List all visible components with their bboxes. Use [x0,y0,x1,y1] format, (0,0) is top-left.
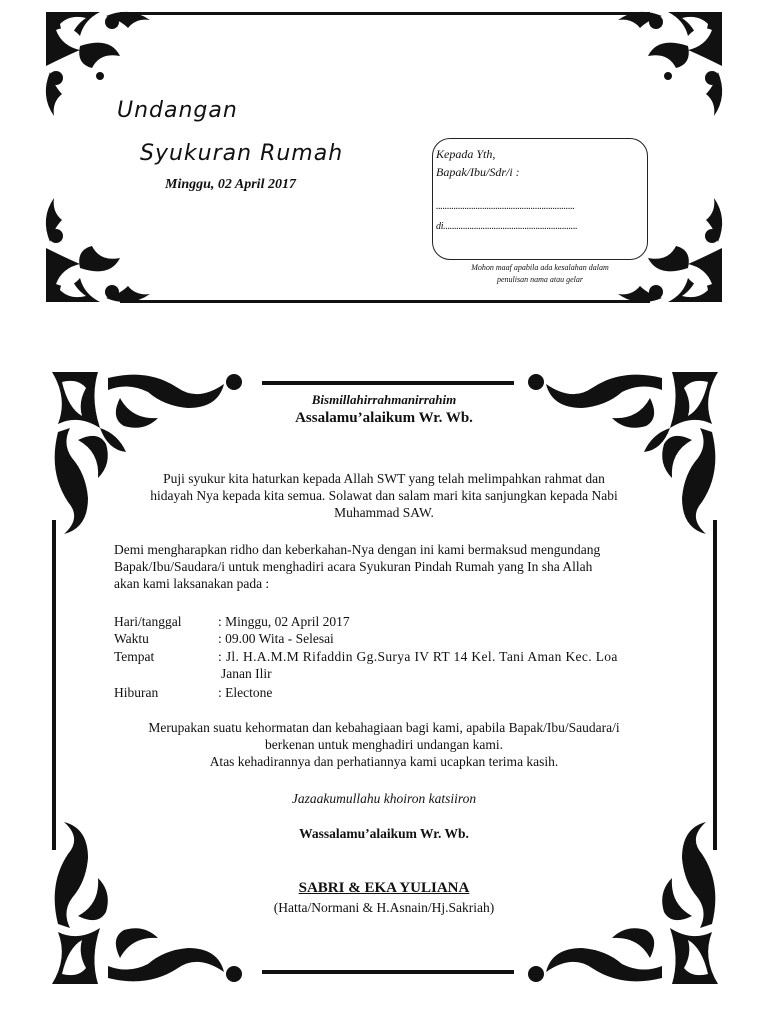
paragraph-opening [104,470,664,521]
card-corner-ornament-tr [588,6,728,146]
card-title-line1: Undangan [117,98,238,123]
card-corner-ornament-bl [40,168,180,308]
address-box [432,138,648,260]
paragraph-intent-line1: Demi mengharapkan ridho dan keberkahan-Nya dengan ini kami bermaksud mengundang [114,542,601,557]
detail-label: Waktu [114,631,149,646]
address-name-line: ............................................................... [436,201,575,212]
detail-label: Hiburan [114,685,159,700]
letter-bottom-rule [262,970,514,974]
card-title-line2: Syukuran Rumah [140,141,344,166]
host-families: (Hatta/Normani & H.Asnain/Hj.Sakriah) [273,900,495,915]
farewell: Wassalamu’alaikum Wr. Wb. [299,826,469,841]
address-recipient-label: Bapak/Ibu/Sdr/i : [436,165,520,179]
paragraph-intent [114,541,659,592]
host-names: SABRI & EKA YULIANA [298,880,470,896]
paragraph-opening-line3: Muhammad SAW. [334,505,434,520]
paragraph-opening-line2: hidayah Nya kepada kita semua. Solawat dan salam mari kita sanjungkan kepada Nabi [150,488,618,503]
paragraph-closing-line3: Atas kehadirannya dan perhatiannya kami ucapkan terima kasih. [209,754,559,769]
letter-top-rule [262,381,514,385]
bismillah: Bismillahirrahmanirrahim [311,392,457,407]
card-top-rule [120,12,650,15]
paragraph-closing-line1: Merupakan suatu kehormatan dan kebahagiaan bagi kami, apabila Bapak/Ibu/Saudara/i [148,720,620,735]
address-to-label: Kepada Yth, [436,147,496,161]
detail-label: Hari/tanggal [114,614,182,629]
detail-value: : 09.00 Wita - Selesai [218,631,334,646]
card-corner-ornament-tl [40,6,180,146]
paragraph-closing [104,719,664,770]
detail-value: : Jl. H.A.M.M Rifaddin Gg.Surya IV RT 14 Kel. Tani Aman Kec. Loa [218,649,618,664]
closing-prayer: Jazaakumullahu khoiron katsiiron [291,791,477,806]
address-place-line: di............................................................. [436,221,578,232]
paragraph-intent-line2: Bapak/Ibu/Saudara/i untuk menghadiri acara Syukuran Pindah Rumah yang In sha Allah [114,559,593,574]
detail-value: : Minggu, 02 April 2017 [218,614,350,629]
paragraph-intent-line3: akan kami laksanakan pada : [114,576,270,591]
detail-label: Tempat [114,649,155,664]
paragraph-opening-line1: Puji syukur kita haturkan kepada Allah SWT yang telah melimpahkan rahmat dan [163,471,605,486]
greeting: Assalamu’alaikum Wr. Wb. [295,410,473,426]
detail-value-continued: Janan Ilir [221,666,272,681]
letter-left-rule [52,520,56,850]
card-date: Minggu, 02 April 2017 [165,177,296,192]
detail-value: : Electone [218,685,273,700]
address-note-line2: penulisan nama atau gelar [497,275,583,284]
card-bottom-rule [120,300,650,303]
address-note [440,262,640,286]
paragraph-closing-line2: berkenan untuk menghadiri undangan kami. [264,737,504,752]
letter-right-rule [713,520,717,850]
address-note-line1: Mohon maaf apabila ada kesalahan dalam [471,263,609,272]
